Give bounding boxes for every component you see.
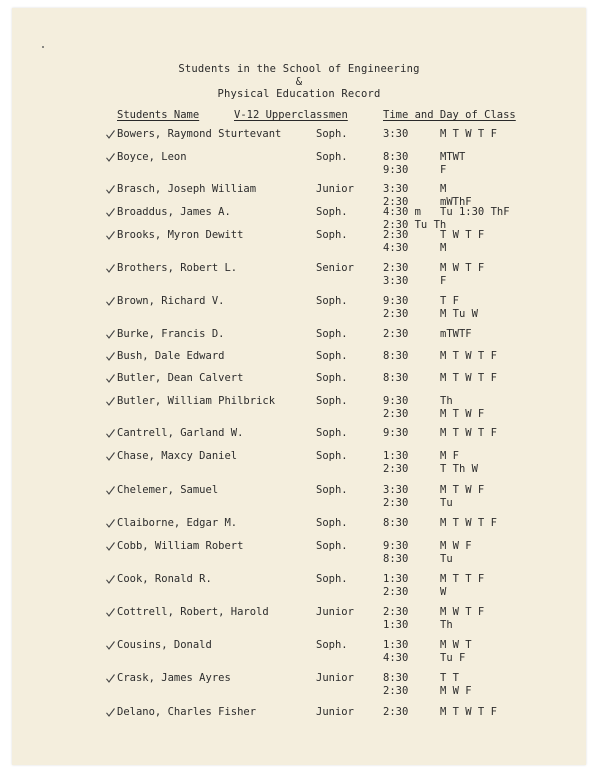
class-time: 2:30 Tu Th: [383, 219, 447, 231]
class-time: 3:30: [383, 484, 409, 496]
class-time: 9:30: [383, 540, 409, 552]
checkmark-icon: [106, 330, 115, 339]
class-days: Tu: [440, 553, 453, 565]
class-days: Tu: [440, 497, 453, 509]
class-days: F: [440, 164, 447, 176]
class-time: 1:30: [383, 619, 409, 631]
class-time: 1:30: [383, 639, 409, 651]
class-time: 1:30: [383, 450, 409, 462]
class-days: T W T F: [440, 229, 485, 241]
checkmark-icon: [106, 708, 115, 717]
title-line-3: Physical Education Record: [217, 88, 381, 100]
student-row: [12, 295, 586, 325]
checkmark-icon: [106, 185, 115, 194]
paper-speck: [42, 46, 44, 48]
class-days: F: [440, 275, 447, 287]
document-page: [12, 8, 586, 765]
class-days: M Tu W: [440, 308, 478, 320]
student-row: [12, 672, 586, 702]
student-row: [12, 606, 586, 636]
checkmark-icon: [106, 374, 115, 383]
checkmark-icon: [106, 608, 115, 617]
class-time: 2:30: [383, 685, 409, 697]
class-days: M T W T F: [440, 350, 497, 362]
student-class: Soph.: [316, 328, 348, 340]
class-time: 2:30: [383, 706, 409, 718]
class-days: MTWT: [440, 151, 466, 163]
checkmark-icon: [106, 542, 115, 551]
class-days: M W T: [440, 639, 472, 651]
student-name: Chase, Maxcy Daniel: [117, 450, 238, 462]
student-row: [12, 151, 586, 181]
header-students-name: Students Name: [117, 109, 200, 121]
student-name: Cantrell, Garland W.: [117, 427, 244, 439]
class-time: 2:30: [383, 328, 409, 340]
student-class: Soph.: [316, 395, 348, 407]
class-time: 2:30: [383, 196, 409, 208]
class-days: Th: [440, 395, 453, 407]
class-days: T T: [440, 672, 459, 684]
class-time: 2:30: [383, 586, 409, 598]
class-days: M: [440, 183, 447, 195]
class-days: M W F: [440, 685, 472, 697]
checkmark-icon: [106, 486, 115, 495]
student-row: [12, 573, 586, 603]
checkmark-icon: [106, 575, 115, 584]
student-class: Soph.: [316, 128, 348, 140]
class-days: M T W T F: [440, 517, 497, 529]
class-time: 3:30: [383, 183, 409, 195]
title-line-1: Students in the School of Engineering: [178, 63, 420, 75]
class-time: 4:30: [383, 652, 409, 664]
student-row: [12, 639, 586, 669]
student-row: [12, 706, 586, 736]
class-time: 2:30: [383, 606, 409, 618]
student-class: Soph.: [316, 295, 348, 307]
class-days: M T W T F: [440, 372, 497, 384]
class-time: 8:30: [383, 350, 409, 362]
checkmark-icon: [106, 452, 115, 461]
class-time: 8:30: [383, 553, 409, 565]
class-time: 9:30: [383, 427, 409, 439]
class-days: T Th W: [440, 463, 478, 475]
student-class: Soph.: [316, 206, 348, 218]
class-time: 8:30: [383, 672, 409, 684]
student-name: Butler, Dean Calvert: [117, 372, 244, 384]
student-class: Soph.: [316, 484, 348, 496]
class-days: M W F: [440, 540, 472, 552]
student-name: Brown, Richard V.: [117, 295, 225, 307]
class-time: 2:30: [383, 262, 409, 274]
class-time: 4:30 m: [383, 206, 421, 218]
student-class: Soph.: [316, 229, 348, 241]
student-row: [12, 450, 586, 480]
student-row: [12, 484, 586, 514]
class-time: 1:30: [383, 573, 409, 585]
class-time: 3:30: [383, 128, 409, 140]
class-time: 2:30: [383, 308, 409, 320]
student-name: Broaddus, James A.: [117, 206, 231, 218]
student-class: Soph.: [316, 639, 348, 651]
student-row: [12, 395, 586, 425]
student-name: Cook, Ronald R.: [117, 573, 212, 585]
student-name: Crask, James Ayres: [117, 672, 231, 684]
class-time: 9:30: [383, 164, 409, 176]
class-days: M F: [440, 450, 459, 462]
student-name: Chelemer, Samuel: [117, 484, 219, 496]
checkmark-icon: [106, 130, 115, 139]
checkmark-icon: [106, 153, 115, 162]
student-class: Soph.: [316, 573, 348, 585]
student-class: Junior: [316, 183, 354, 195]
student-class: Soph.: [316, 450, 348, 462]
student-name: Brooks, Myron Dewitt: [117, 229, 244, 241]
class-days: T F: [440, 295, 459, 307]
student-class: Junior: [316, 672, 354, 684]
checkmark-icon: [106, 641, 115, 650]
student-row: [12, 229, 586, 259]
class-days: M T W T F: [440, 128, 497, 140]
header-time-day: Time and Day of Class: [383, 109, 516, 121]
student-name: Bowers, Raymond Sturtevant: [117, 128, 282, 140]
class-time: 8:30: [383, 151, 409, 163]
class-days: W: [440, 586, 447, 598]
student-name: Claiborne, Edgar M.: [117, 517, 238, 529]
class-time: 2:30: [383, 463, 409, 475]
student-class: Junior: [316, 706, 354, 718]
class-days: M T W T F: [440, 706, 497, 718]
class-days: M T W T F: [440, 427, 497, 439]
student-class: Soph.: [316, 540, 348, 552]
student-class: Soph.: [316, 427, 348, 439]
student-name: Brasch, Joseph William: [117, 183, 257, 195]
checkmark-icon: [106, 352, 115, 361]
class-days: Tu F: [440, 652, 466, 664]
class-days: M T W F: [440, 408, 485, 420]
checkmark-icon: [106, 674, 115, 683]
student-name: Delano, Charles Fisher: [117, 706, 257, 718]
student-name: Boyce, Leon: [117, 151, 187, 163]
class-time: 8:30: [383, 372, 409, 384]
class-time: 9:30: [383, 395, 409, 407]
student-class: Soph.: [316, 350, 348, 362]
student-name: Butler, William Philbrick: [117, 395, 276, 407]
student-row: [12, 262, 586, 292]
class-days: M W T F: [440, 262, 485, 274]
class-days: mTWTF: [440, 328, 472, 340]
student-class: Soph.: [316, 151, 348, 163]
checkmark-icon: [106, 397, 115, 406]
class-time: 2:30: [383, 408, 409, 420]
class-time: 2:30: [383, 229, 409, 241]
class-days: mWThF: [440, 196, 472, 208]
class-time: 4:30: [383, 242, 409, 254]
checkmark-icon: [106, 208, 115, 217]
student-class: Soph.: [316, 517, 348, 529]
student-name: Burke, Francis D.: [117, 328, 225, 340]
class-time: 8:30: [383, 517, 409, 529]
checkmark-icon: [106, 297, 115, 306]
class-days: Th: [440, 619, 453, 631]
student-class: Junior: [316, 606, 354, 618]
student-row: [12, 540, 586, 570]
class-time: 2:30: [383, 497, 409, 509]
student-name: Bush, Dale Edward: [117, 350, 225, 362]
class-time: 3:30: [383, 275, 409, 287]
student-name: Cobb, William Robert: [117, 540, 244, 552]
header-program: V-12 Upperclassmen: [234, 109, 348, 121]
checkmark-icon: [106, 429, 115, 438]
checkmark-icon: [106, 264, 115, 273]
student-name: Cousins, Donald: [117, 639, 212, 651]
class-days: M: [440, 242, 447, 254]
student-name: Brothers, Robert L.: [117, 262, 238, 274]
checkmark-icon: [106, 519, 115, 528]
title-line-2: &: [295, 76, 303, 88]
student-class: Soph.: [316, 372, 348, 384]
checkmark-icon: [106, 231, 115, 240]
student-name: Cottrell, Robert, Harold: [117, 606, 269, 618]
class-time: 9:30: [383, 295, 409, 307]
student-class: Senior: [316, 262, 354, 274]
class-days: M W T F: [440, 606, 485, 618]
class-days: Tu 1:30 ThF: [440, 206, 510, 218]
class-days: M T T F: [440, 573, 485, 585]
class-days: M T W F: [440, 484, 485, 496]
